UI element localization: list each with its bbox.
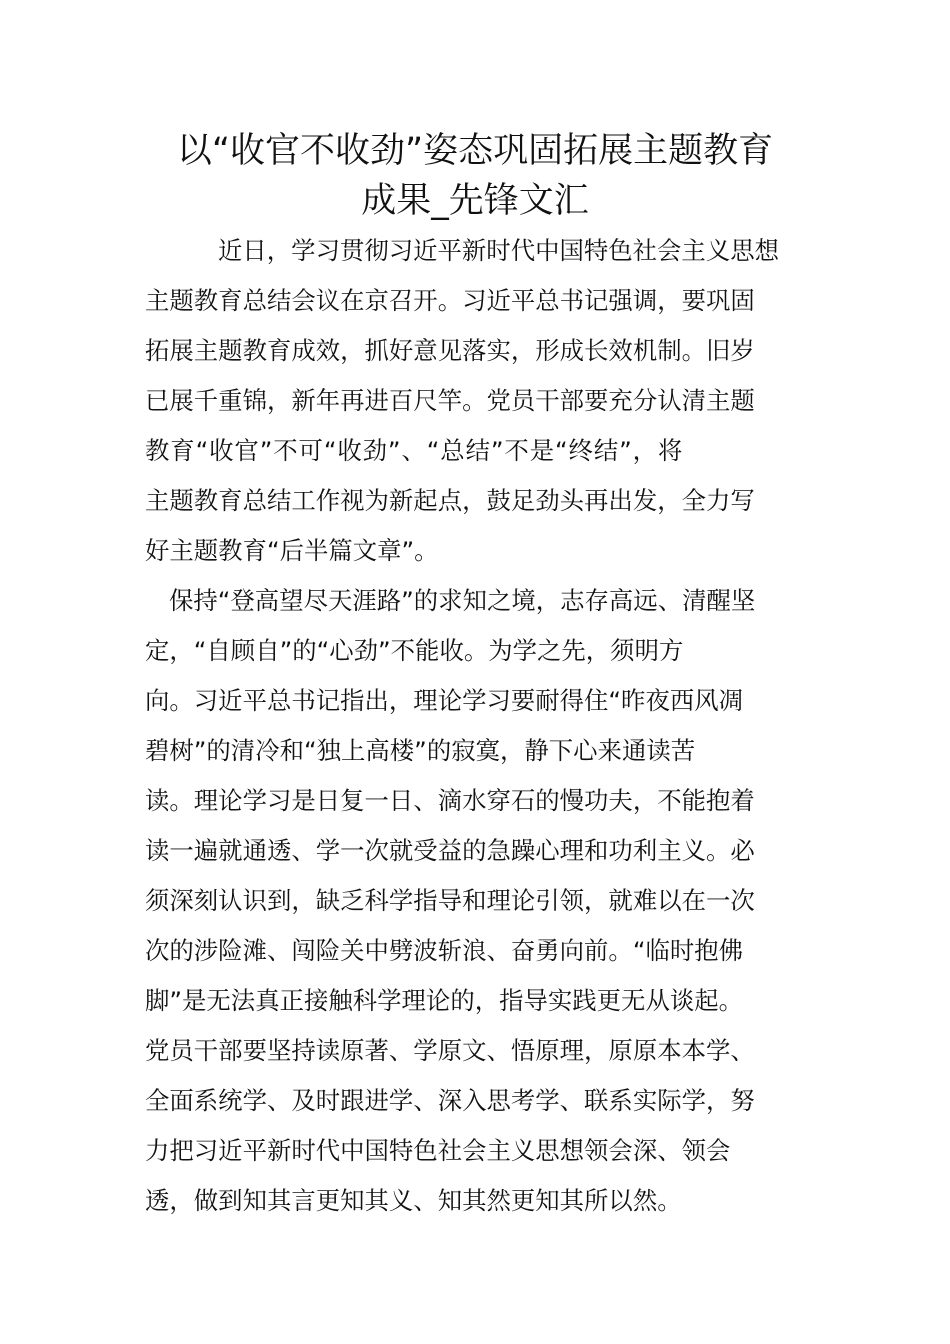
- text-line: 透，做到知其言更知其义、知其然更知其所以然。: [145, 1186, 682, 1215]
- text-line: 读一遍就通透、学一次就受益的急躁心理和功利主义。必: [145, 836, 755, 865]
- text-line: 脚”是无法真正接触科学理论的，指导实践更无从谈起。: [145, 986, 744, 1015]
- paragraph-2: [145, 576, 809, 1226]
- text-line: 保持“登高望尽天涯路”的求知之境，志存高远、清醒坚: [169, 586, 756, 615]
- text-line: 读。理论学习是日复一日、滴水穿石的慢功夫，不能抱着: [145, 786, 755, 815]
- text-line: 好主题教育“后半篇文章”。: [145, 536, 439, 565]
- text-line: 教育“收官”不可“收劲”、“总结”不是“终结”，将: [145, 436, 684, 465]
- text-line: 党员干部要坚持读原著、学原文、悟原理，原原本本学、: [145, 1036, 755, 1065]
- text-line: 已展千重锦，新年再进百尺竿。党员干部要充分认清主题: [145, 386, 755, 415]
- text-line: 主题教育总结工作视为新起点，鼓足劲头再出发，全力写: [145, 486, 755, 515]
- text-line: 定，“自顾自”的“心劲”不能收。为学之先，须明方: [145, 636, 684, 665]
- document-body: [145, 226, 809, 1226]
- text-line: 次的涉险滩、闯险关中劈波斩浪、奋勇向前。“临时抱佛: [145, 936, 744, 965]
- text-line: 拓展主题教育成效，抓好意见落实，形成长效机制。旧岁: [145, 336, 755, 365]
- text-line: 向。习近平总书记指出，理论学习要耐得住“昨夜西风凋: [145, 686, 744, 715]
- title-line-1: 以“收官不收劲”姿态巩固拓展主题教育: [176, 131, 774, 171]
- text-line: 力把习近平新时代中国特色社会主义思想领会深、领会: [145, 1136, 731, 1165]
- text-line: 近日，学习贯彻习近平新时代中国特色社会主义思想: [218, 236, 779, 265]
- text-line: 主题教育总结会议在京召开。习近平总书记强调，要巩固: [145, 286, 755, 315]
- paragraph-1: [145, 226, 809, 576]
- document-title: [140, 126, 810, 226]
- text-line: 全面系统学、及时跟进学、深入思考学、联系实际学，努: [145, 1086, 755, 1115]
- text-line: 须深刻认识到，缺乏科学指导和理论引领，就难以在一次: [145, 886, 755, 915]
- title-line-2: 成果_先锋文汇: [361, 181, 589, 221]
- text-line: 碧树”的清冷和“独上高楼”的寂寞，静下心来通读苦: [145, 736, 696, 765]
